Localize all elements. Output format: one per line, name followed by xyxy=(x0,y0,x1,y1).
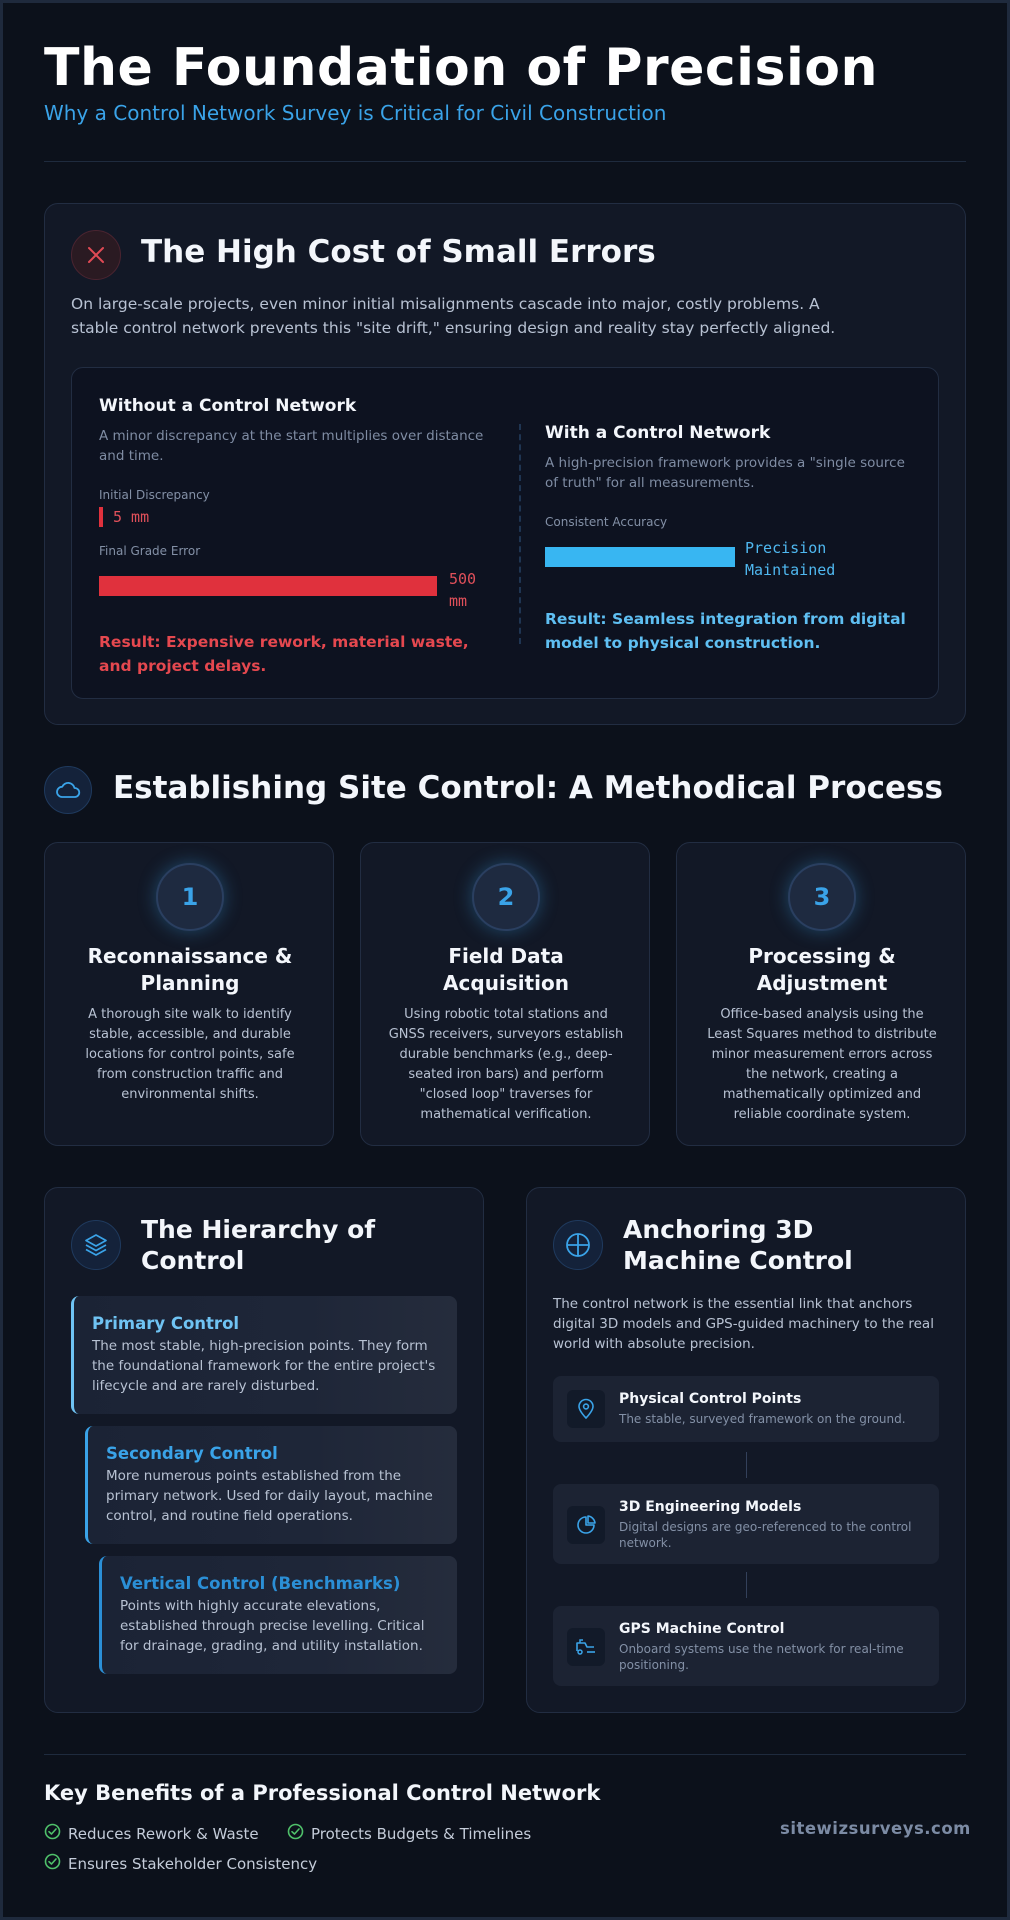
benefit-label: Ensures Stakeholder Consistency xyxy=(68,1854,318,1873)
step-description: Using robotic total stations and GNSS receivers, surveyors establish durable benchmarks (e.g., deep-seated iron bars) and perform "closed loop" traverses for mathematical verification. xyxy=(388,1007,624,1122)
tier-text: The most stable, high-precision points. They form the foundational framework for the entire project's lifecycle and are rarely disturbed. xyxy=(92,1338,436,1394)
accuracy-value-line1: Precision xyxy=(745,539,827,557)
page-subtitle: Why a Control Network Survey is Critical for Civil Construction xyxy=(44,101,667,125)
consistent-accuracy-label: Consistent Accuracy xyxy=(545,515,668,529)
with-result: Result: Seamless integration from digital model to physical construction. xyxy=(545,610,906,652)
connector-line xyxy=(746,1572,747,1598)
step-title-line1: Field Data xyxy=(448,944,564,968)
machine-title-line1: Anchoring 3D xyxy=(623,1215,814,1244)
item-text: Onboard systems use the network for real-time positioning. xyxy=(619,1642,904,1672)
step-title xyxy=(687,943,957,997)
errors-description: On large-scale projects, even minor initial misalignments cascade into major, costly problems. A stable control network prevents this "site drift," ensuring design and reality stay perfectly aligned. xyxy=(71,295,836,337)
step-title-line2: Acquisition xyxy=(443,971,569,995)
check-circle-icon xyxy=(44,1823,61,1844)
step-title-line1: Processing & xyxy=(748,944,896,968)
step-description: A thorough site walk to identify stable, accessible, and durable locations for control points, safe from construction traffic and environmental shifts. xyxy=(85,1007,295,1102)
tier-title: Vertical Control (Benchmarks) xyxy=(120,1574,401,1593)
with-network-column xyxy=(545,423,915,655)
step-title xyxy=(371,943,641,997)
process-step-3 xyxy=(676,842,966,1146)
item-physical-control-points xyxy=(553,1376,939,1442)
process-step-1 xyxy=(44,842,334,1146)
machine-description: The control network is the essential link that anchors digital 3D models and GPS-guided machinery to the real world with absolute precision. xyxy=(553,1296,934,1352)
step-number: 2 xyxy=(472,863,540,931)
layers-icon xyxy=(71,1220,121,1270)
tier-secondary xyxy=(85,1426,457,1544)
benefits-title: Key Benefits of a Professional Control Network xyxy=(44,1781,601,1805)
benefit-item xyxy=(287,1823,531,1844)
step-title-line2: Planning xyxy=(140,971,240,995)
errors-card xyxy=(44,203,966,725)
tier-title: Secondary Control xyxy=(106,1444,278,1463)
brand-link[interactable]: sitewizsurveys.com xyxy=(780,1819,971,1838)
page-title: The Foundation of Precision xyxy=(44,38,879,98)
errors-title: The High Cost of Small Errors xyxy=(141,234,656,270)
process-title: Establishing Site Control: A Methodical Process xyxy=(113,770,943,806)
final-grade-error-bar xyxy=(99,576,437,596)
item-3d-engineering-models xyxy=(553,1484,939,1564)
item-text: The stable, surveyed framework on the ground. xyxy=(619,1412,906,1426)
column-divider xyxy=(519,424,521,644)
x-icon xyxy=(71,230,121,280)
accuracy-value-line2: Maintained xyxy=(745,561,836,579)
hierarchy-card xyxy=(44,1187,484,1713)
consistent-accuracy-value xyxy=(745,537,835,581)
tier-text: Points with highly accurate elevations, established through precise levelling. Critical for drainage, grading, and utility installation. xyxy=(120,1598,425,1654)
tier-primary xyxy=(71,1296,457,1414)
hierarchy-title-line1: The Hierarchy of xyxy=(141,1215,376,1244)
step-title-line2: Adjustment xyxy=(756,971,888,995)
machine-title xyxy=(623,1214,943,1276)
map-pin-icon xyxy=(567,1390,605,1428)
final-value-unit: mm xyxy=(449,592,468,610)
tier-text: More numerous points established from the primary network. Used for daily layout, machine control, and routine field operations. xyxy=(106,1468,433,1524)
step-description: Office-based analysis using the Least Squares method to distribute minor measurement errors across the network, creating a mathematically optimized and reliable coordinate system. xyxy=(707,1007,937,1122)
pie-chart-icon xyxy=(567,1506,605,1544)
final-grade-error-row xyxy=(99,568,489,612)
hierarchy-title-line2: Control xyxy=(141,1246,245,1275)
benefit-item xyxy=(44,1853,317,1874)
machine-control-card xyxy=(526,1187,966,1713)
item-text: Digital designs are geo-referenced to the control network. xyxy=(619,1520,912,1550)
footer-divider xyxy=(44,1754,966,1755)
initial-discrepancy-row xyxy=(99,507,489,527)
connector-line xyxy=(746,1452,747,1478)
initial-discrepancy-value: 5 mm xyxy=(113,508,150,526)
item-title: GPS Machine Control xyxy=(619,1621,785,1637)
crosshair-icon xyxy=(553,1220,603,1270)
item-gps-machine-control xyxy=(553,1606,939,1686)
step-title xyxy=(55,943,325,997)
with-text: A high-precision framework provides a "single source of truth" for all measurements. xyxy=(545,455,905,491)
without-text: A minor discrepancy at the start multiplies over distance and time. xyxy=(99,428,484,464)
step-number: 3 xyxy=(788,863,856,931)
final-value-number: 500 xyxy=(449,570,477,588)
consistent-accuracy-bar xyxy=(545,547,735,567)
consistent-accuracy-row xyxy=(545,537,915,583)
without-network-column xyxy=(99,396,489,678)
item-title: Physical Control Points xyxy=(619,1391,802,1407)
step-title-line1: Reconnaissance & xyxy=(87,944,293,968)
step-number: 1 xyxy=(156,863,224,931)
without-heading: Without a Control Network xyxy=(99,396,357,416)
benefit-item xyxy=(44,1823,259,1844)
cloud-icon xyxy=(44,766,92,814)
initial-discrepancy-bar xyxy=(99,507,103,527)
benefit-label: Protects Budgets & Timelines xyxy=(311,1824,532,1843)
benefit-label: Reduces Rework & Waste xyxy=(68,1824,259,1843)
initial-discrepancy-label: Initial Discrepancy xyxy=(99,488,210,502)
machine-icon xyxy=(567,1628,605,1666)
hierarchy-title xyxy=(141,1214,461,1276)
without-result: Result: Expensive rework, material waste, and project delays. xyxy=(99,633,469,675)
process-step-2 xyxy=(360,842,650,1146)
item-title: 3D Engineering Models xyxy=(619,1499,802,1515)
final-grade-error-label: Final Grade Error xyxy=(99,544,201,558)
with-heading: With a Control Network xyxy=(545,423,771,443)
tier-vertical xyxy=(99,1556,457,1674)
check-circle-icon xyxy=(287,1823,304,1844)
comparison-panel xyxy=(71,367,939,699)
header-divider xyxy=(44,161,966,162)
machine-title-line2: Machine Control xyxy=(623,1246,853,1275)
tier-title: Primary Control xyxy=(92,1314,240,1333)
final-grade-error-value xyxy=(449,568,476,612)
check-circle-icon xyxy=(44,1853,61,1874)
